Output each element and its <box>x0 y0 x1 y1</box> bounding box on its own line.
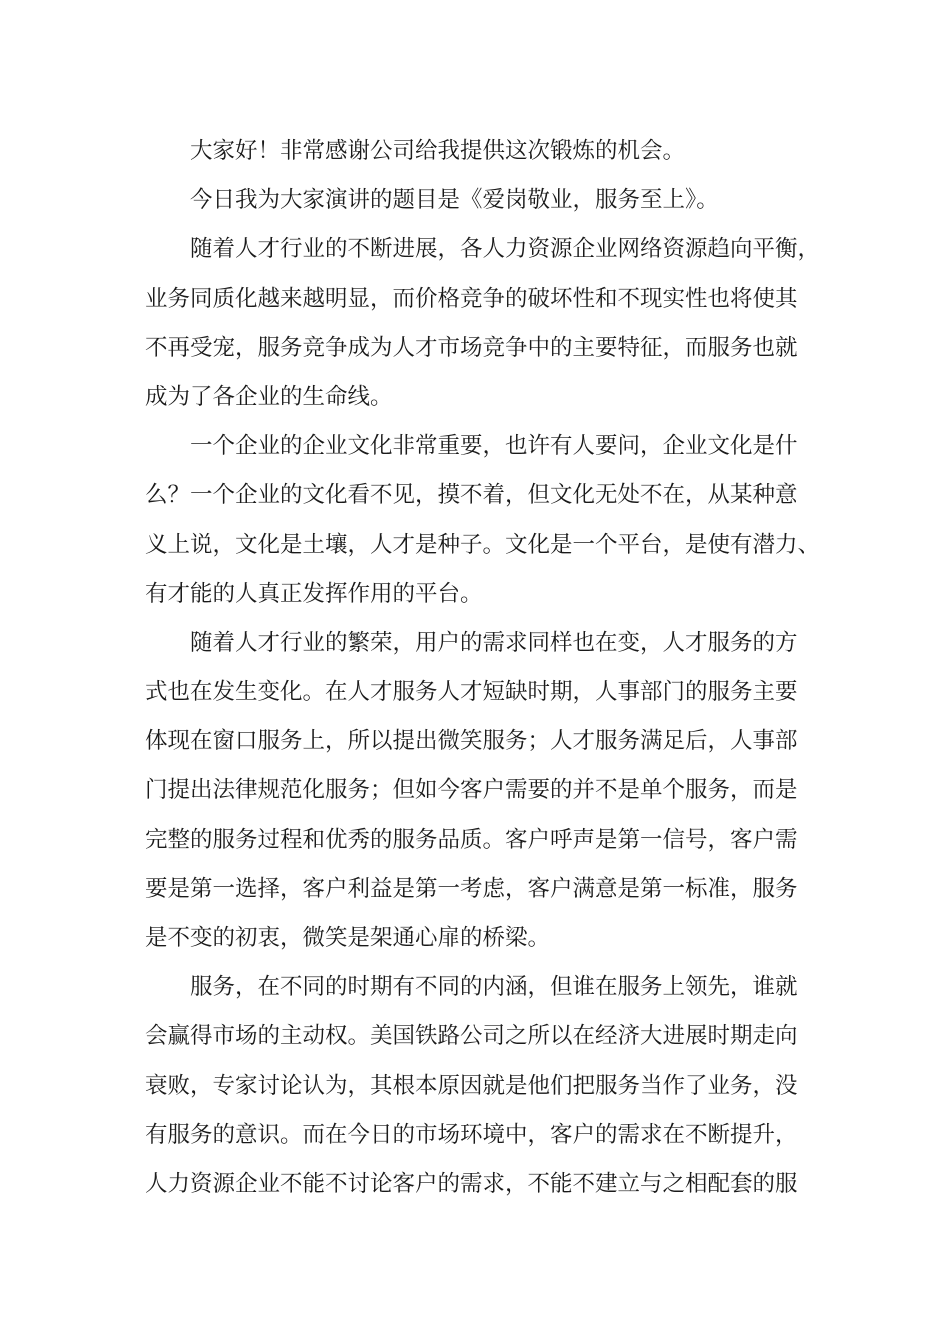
text-line: 服务，在不同的时期有不同的内涵，但谁在服务上领先，谁就 <box>190 974 798 1001</box>
text-line: 大家好！非常感谢公司给我提供这次锻炼的机会。 <box>190 138 686 164</box>
text-line: 衰败，专家讨论认为，其根本原因就是他们把服务当作了业务，没 <box>145 1072 798 1099</box>
text-line: 会赢得市场的主动权。美国铁路公司之所以在经济大进展时期走向 <box>145 1023 798 1050</box>
text-line: 完整的服务过程和优秀的服务品质。客户呼声是第一信号，客户需 <box>145 826 798 853</box>
text-line: 随着人才行业的不断进展，各人力资源企业网络资源趋向平衡， <box>190 236 821 263</box>
text-line: 式也在发生变化。在人才服务人才短缺时期，人事部门的服务主要 <box>145 679 798 706</box>
text-line: 么？一个企业的文化看不见，摸不着，但文化无处不在，从某种意 <box>145 482 798 509</box>
text-line: 业务同质化越来越明显，而价格竞争的破坏性和不现实性也将使其 <box>145 285 798 312</box>
text-line: 是不变的初衷，微笑是架通心扉的桥梁。 <box>145 925 551 951</box>
paragraph-greeting <box>145 127 825 176</box>
text-line: 不再受宠，服务竞争成为人才市场竞争中的主要特征，而服务也就 <box>145 334 798 361</box>
text-line: 门提出法律规范化服务；但如今客户需要的并不是单个服务，而是 <box>145 777 798 804</box>
text-line: 随着人才行业的繁荣，用户的需求同样也在变，人才服务的方 <box>190 629 798 656</box>
paragraph-service-change <box>145 619 825 963</box>
text-line: 人力资源企业不能不讨论客户的需求，不能不建立与之相配套的服 <box>145 1170 798 1197</box>
paragraph-topic <box>145 176 825 225</box>
text-line: 有服务的意识。而在今日的市场环境中，客户的需求在不断提升， <box>145 1121 798 1148</box>
text-line: 要是第一选择，客户利益是第一考虑，客户满意是第一标准，服务 <box>145 875 798 902</box>
text-line: 有才能的人真正发挥作用的平台。 <box>145 580 483 607</box>
text-line: 一个企业的企业文化非常重要，也许有人要问，企业文化是什 <box>190 433 798 460</box>
text-line: 成为了各企业的生命线。 <box>145 383 393 410</box>
document-body <box>145 127 825 1209</box>
text-line: 义上说，文化是土壤，人才是种子。文化是一个平台，是使有潜力、 <box>145 531 821 558</box>
paragraph-industry <box>145 225 825 422</box>
text-line: 体现在窗口服务上，所以提出微笑服务；人才服务满足后，人事部 <box>145 728 798 755</box>
text-line: 今日我为大家演讲的题目是《爱岗敬业，服务至上》。 <box>190 187 719 214</box>
paragraph-culture <box>145 422 825 619</box>
paragraph-service-lead <box>145 963 825 1209</box>
